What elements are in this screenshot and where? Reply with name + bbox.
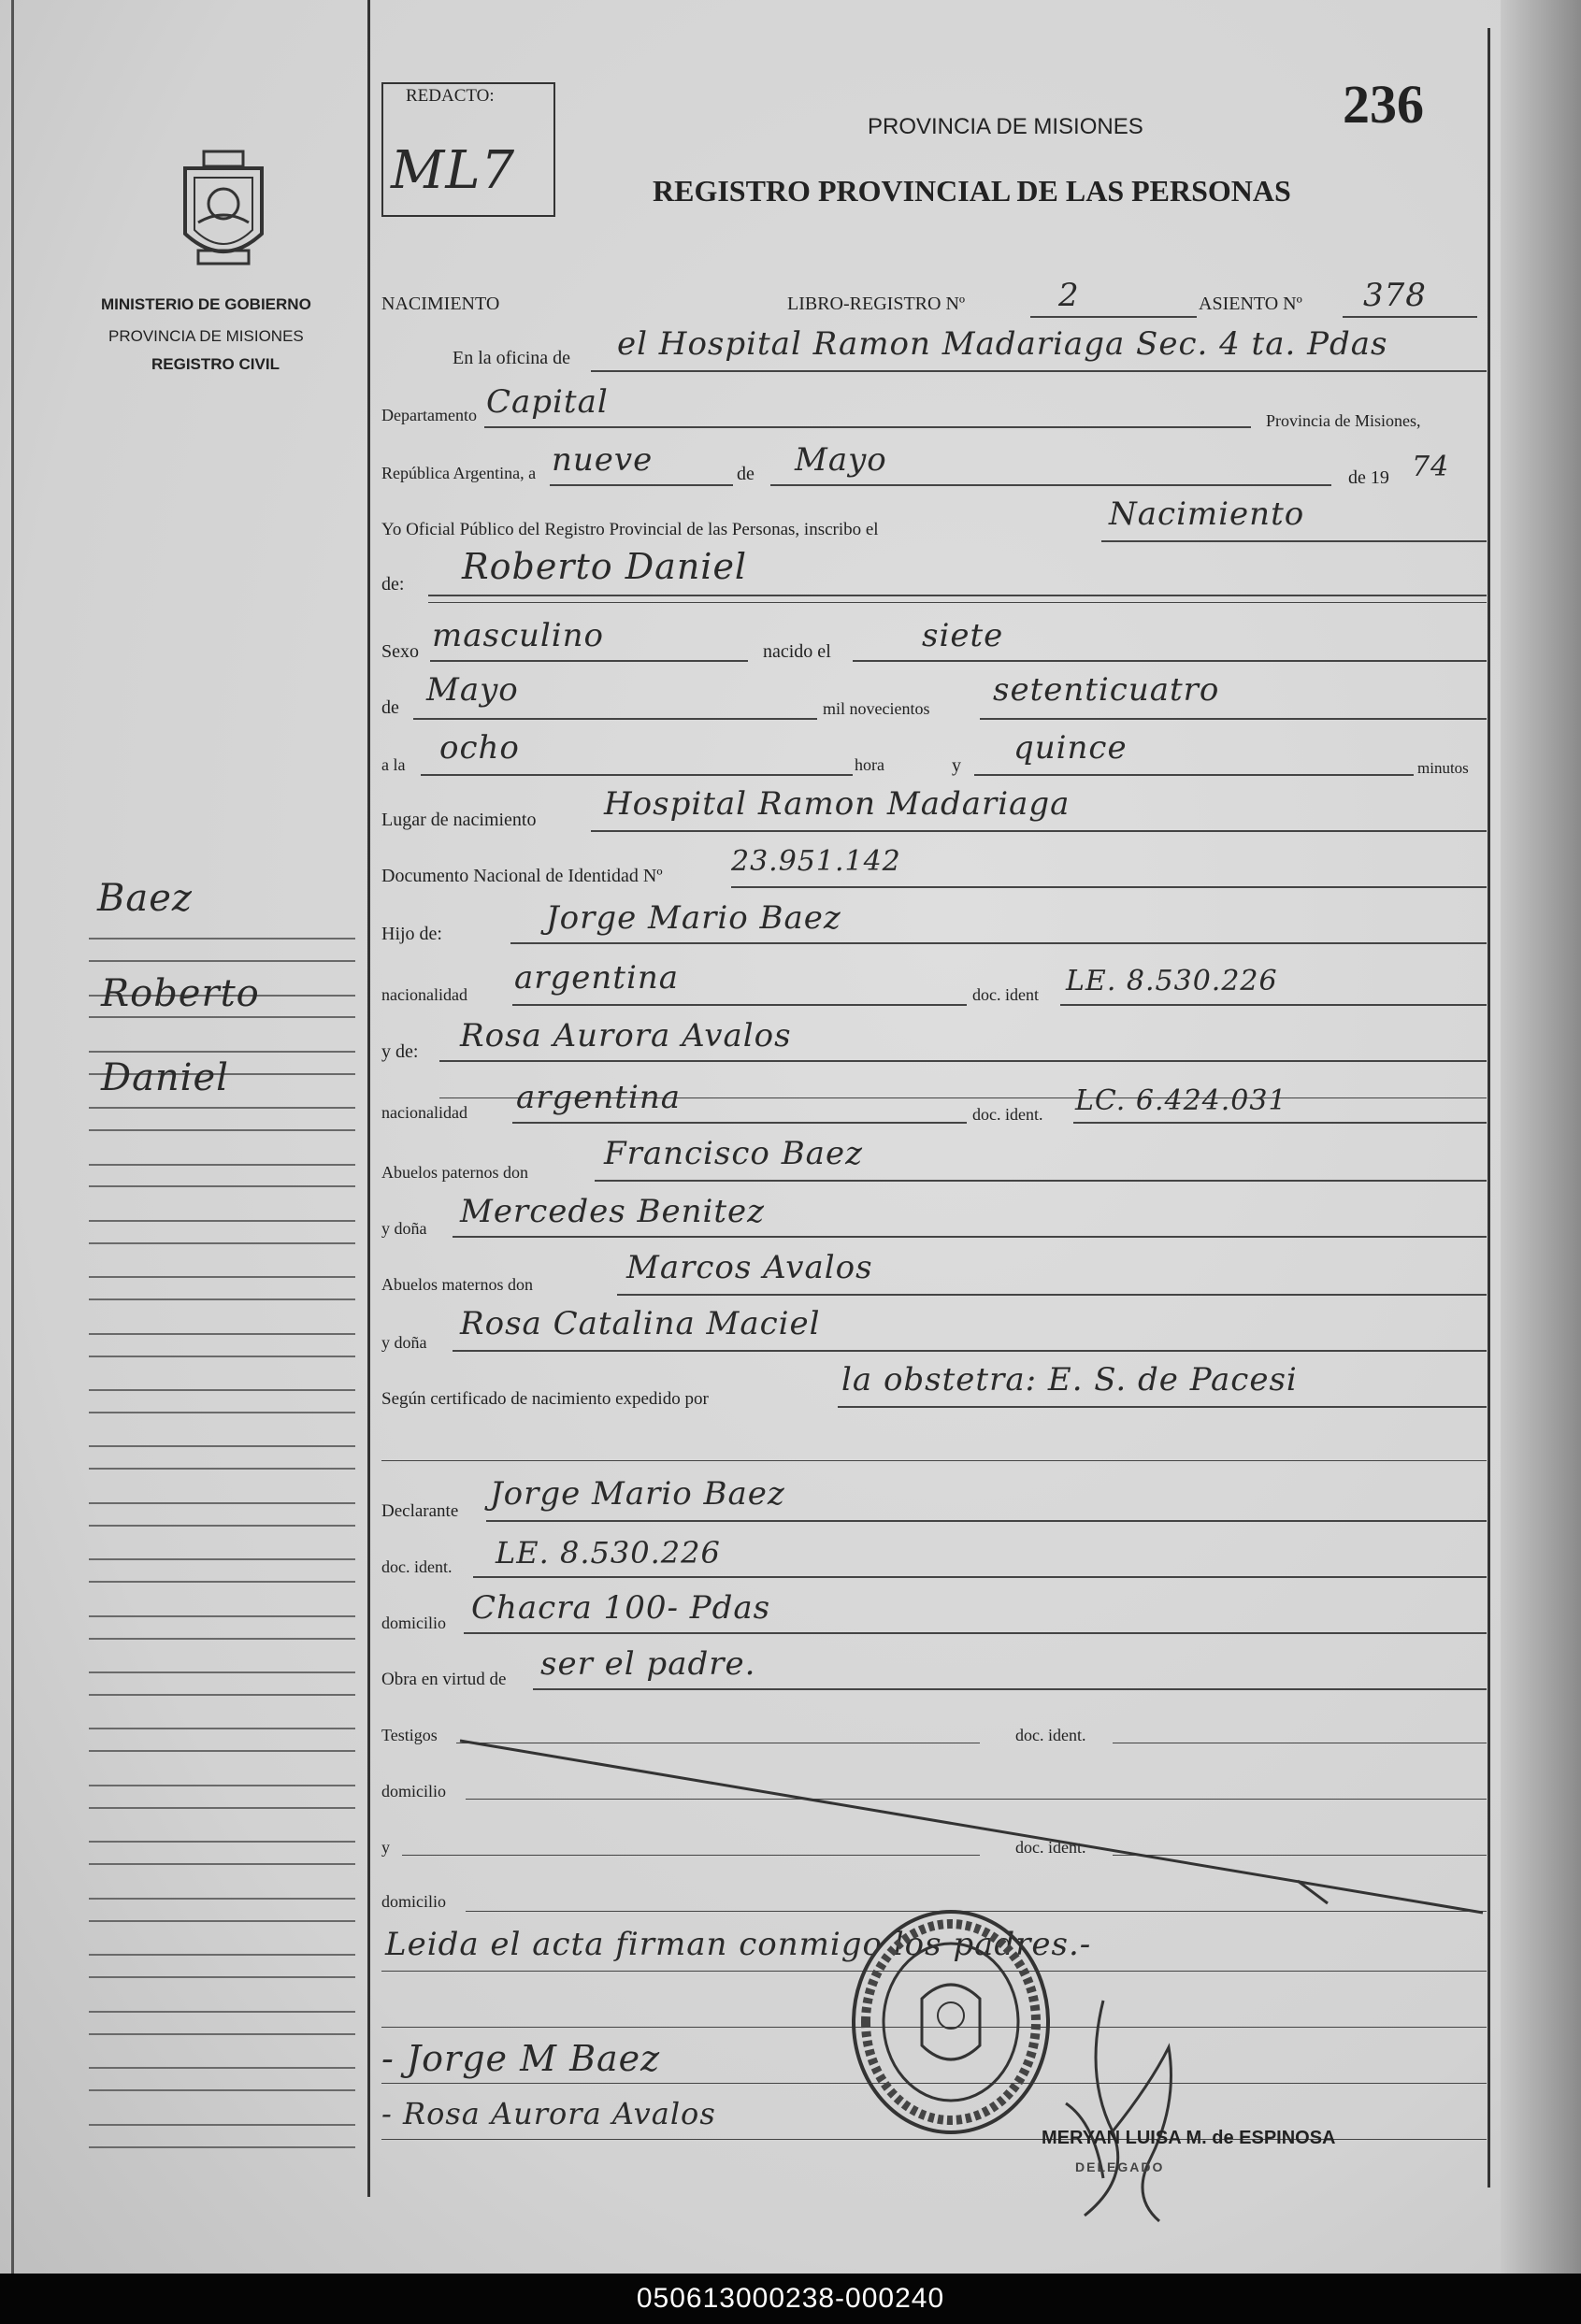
signature-mother: - Rosa Aurora Avalos [381,2096,716,2131]
decl-doc-value: LE. 8.530.226 [496,1535,721,1571]
departamento-label: Departamento [381,406,477,424]
lugar-label: Lugar de nacimiento [381,810,537,830]
official-signature [1047,1991,1197,2225]
ministry-line-1: MINISTERIO DE GOBIERNO [101,295,311,313]
mother-value: Rosa Aurora Avalos [460,1017,792,1054]
testigos-doc-label: doc. ident. [1015,1726,1086,1744]
abuelo-mat-value: Marcos Avalos [626,1249,873,1286]
nacionalidad-label-2: nacionalidad [381,1103,467,1122]
segun-label: Según certificado de nacimiento expedido por [381,1389,709,1409]
declarante-label: Declarante [381,1501,459,1521]
testigos-dom-label: domicilio [381,1782,446,1800]
minutes-value: quince [1013,729,1128,767]
nacido-label: nacido el [763,641,831,662]
testigos-doc-label-2: doc. ident. [1015,1838,1086,1857]
y-label-2: y [381,1838,390,1857]
official-stamp-icon [847,1905,1055,2139]
nacimiento-label: NACIMIENTO [381,294,500,314]
father-nat-value: argentina [514,959,680,997]
province-title: PROVINCIA DE MISIONES [868,114,1143,139]
margin-middle-name: Daniel [101,1056,229,1099]
de-label-1: de [737,464,755,484]
declarante-value: Jorge Mario Baez [490,1475,785,1513]
official-name: MERYAN LUISA M. de ESPINOSA [1042,2128,1336,2148]
doc-ident-label-1: doc. ident [972,985,1039,1004]
mil-value: setenticuatro [993,671,1220,709]
lugar-value: Hospital Ramon Madariaga [604,785,1071,823]
domicilio-value: Chacra 100- Pdas [471,1589,771,1627]
father-doc-value: LE. 8.530.226 [1066,965,1278,997]
testigos-dom-label-2: domicilio [381,1892,446,1911]
republica-label: República Argentina, a [381,464,537,482]
redacto-value: ML7 [391,140,516,201]
obra-label: Obra en virtud de [381,1670,507,1689]
abuelos-mat-label: Abuelos maternos don [381,1275,533,1294]
abuela-pat-value: Mercedes Benitez [460,1193,766,1230]
y-dona-label-1: y doña [381,1219,427,1238]
testigos-label: Testigos [381,1726,438,1744]
documento-label: Documento Nacional de Identidad Nº [381,866,663,886]
oficina-value: el Hospital Ramon Madariaga Sec. 4 ta. Pdas [617,325,1388,363]
margin-first-name: Roberto [101,972,260,1015]
sexo-label: Sexo [381,641,419,662]
nacido-value: siete [922,617,1004,654]
month-value: Mayo [795,441,887,479]
oficial-value: Nacimiento [1109,495,1305,533]
provincia-suffix: Provincia de Misiones, [1266,411,1421,430]
domicilio-label: domicilio [381,1614,446,1632]
alas-label: a la [381,755,406,774]
documento-value: 23.951.142 [731,845,901,878]
name-value: Roberto Daniel [462,546,748,587]
sexo-value: masculino [432,617,605,654]
obra-value: ser el padre. [540,1645,756,1683]
registry-title: REGISTRO PROVINCIAL DE LAS PERSONAS [653,174,1291,208]
page-number: 236 [1343,74,1424,135]
margin-surname: Baez [97,877,193,920]
abuelos-pat-label: Abuelos paternos don [381,1163,528,1182]
segun-value: la obstetra: E. S. de Pacesi [841,1361,1298,1399]
nacionalidad-label-1: nacionalidad [381,985,467,1004]
official-title: DELEGADO [1075,2159,1165,2174]
day-value: nueve [552,441,654,479]
asiento-value: 378 [1363,277,1427,314]
horas-label: hora [855,755,884,774]
de-label: de: [381,574,405,595]
minutos-label: minutos [1417,759,1469,777]
father-value: Jorge Mario Baez [546,899,841,937]
asiento-label: ASIENTO Nº [1199,294,1302,314]
doc-ident-label-2: doc. ident. [972,1105,1043,1124]
ministry-line-3: REGISTRO CIVIL [151,355,280,373]
year-value: 74 [1412,451,1450,483]
abuelo-pat-value: Francisco Baez [604,1135,863,1172]
de-label-2: de [381,697,399,718]
mother-nat-value: argentina [516,1079,682,1116]
mother-doc-value: LC. 6.424.031 [1075,1084,1287,1117]
oficial-text: Yo Oficial Público del Registro Provincial de las Personas, inscribo el [381,520,879,539]
de-year-label: de 19 [1348,467,1389,488]
libro-label: LIBRO-REGISTRO Nº [787,294,966,314]
ministry-line-2: PROVINCIA DE MISIONES [108,327,304,345]
closing-line: Leida el acta firman conmigo los padres.- [385,1926,1092,1963]
mil-label: mil novecientos [823,699,930,718]
oficina-label: En la oficina de [453,348,571,368]
departamento-value: Capital [486,383,609,421]
y-label: y [952,755,961,776]
decl-doc-label: doc. ident. [381,1557,453,1576]
birth-month-value: Mayo [426,671,519,709]
y-dona-label-2: y doña [381,1333,427,1352]
hijo-label: Hijo de: [381,924,442,944]
libro-value: 2 [1058,277,1080,314]
y-de-label: y de: [381,1041,419,1062]
document-id: 050613000238-000240 [636,2283,945,2314]
hour-value: ocho [439,729,520,767]
redacto-label: REDACTO: [406,86,495,106]
signature-father: - Jorge M Baez [381,2038,661,2079]
abuela-mat-value: Rosa Catalina Maciel [460,1305,821,1342]
